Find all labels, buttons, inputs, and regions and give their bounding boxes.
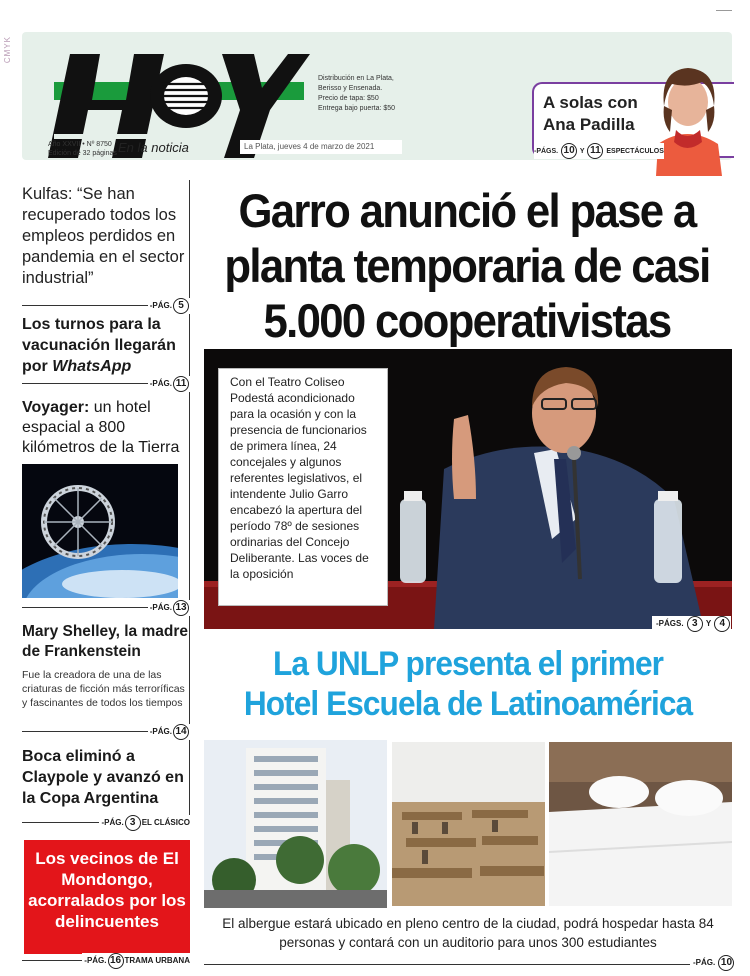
promo-section: ESPECTÁCULOS (606, 147, 664, 155)
turnos-page-ref (148, 376, 190, 392)
promo-page-ref (534, 143, 664, 159)
pag-label: -PÁG. (84, 956, 107, 966)
pag-label: -PÁG. (149, 727, 172, 737)
top-rule (716, 10, 732, 11)
voyager-story[interactable] (22, 398, 190, 458)
page-number-badge: 16 (108, 953, 124, 969)
kulfas-ref (22, 298, 190, 312)
promo-title-line1: A solas con (543, 93, 638, 112)
page-number-badge: 10 (561, 143, 577, 159)
distribution-info (318, 74, 438, 114)
edition-info (48, 140, 117, 158)
turnos-text: Los turnos para la vacunación llegarán por (22, 316, 176, 375)
dist-line-3: Precio de tapa: $50 (318, 95, 379, 102)
pags-y: Y (705, 619, 712, 629)
voyager-bold: Voyager: (22, 399, 90, 416)
unlp-headline[interactable] (222, 644, 713, 724)
boca-section: EL CLÁSICO (141, 818, 190, 828)
shelley-page-ref (148, 724, 190, 740)
unlp-headline-line2: Hotel Escuela de Latinoamérica (243, 685, 693, 723)
page-number-badge: 5 (173, 298, 189, 314)
mondongo-section: TRAMA URBANA (124, 956, 190, 966)
turnos-story[interactable] (22, 314, 190, 377)
year-number: Año XXVII • Nº 8750 (48, 141, 112, 148)
turnos-ref (22, 376, 190, 390)
page-number-badge: 13 (173, 600, 189, 616)
promo-title-line2: Ana Padilla (543, 115, 635, 134)
main-headline[interactable]: Garro anunció el pase a planta temporaria de casi 5.000 cooperativistas (224, 184, 710, 347)
mondongo-ref (22, 953, 190, 967)
voyager-ref (22, 600, 190, 614)
masthead-tagline: En la noticia (118, 140, 189, 155)
page-number-badge: 11 (173, 376, 189, 392)
promo-title (543, 92, 653, 136)
voyager-station-image (22, 464, 178, 598)
main-caption: Con el Teatro Coliseo Podestá acondicionado para la ocasión y con la presencia de funcionarios de primera línea, 24 concejales y algunos referentes legislativos, el intendente Julio Garro encabezó la apertura del período 78º de sesiones ordinarias del Concejo Deliberante. Las voces de la oposición (230, 375, 369, 581)
boca-ref (22, 815, 190, 829)
kulfas-story[interactable]: Kulfas: “Se han recuperado todos los empleos perdidos en pandemia en el sector industrial” (22, 185, 185, 287)
dateline: La Plata, jueves 4 de marzo de 2021 (240, 140, 402, 154)
page-count: Edición de 32 páginas (48, 150, 117, 157)
unlp-page-ref (690, 955, 735, 971)
mondongo-headline: Los vecinos de El Mondongo, acorralados por los delincuentes (28, 849, 186, 931)
pag-label: -PÁG. (693, 958, 716, 968)
pag-label: -PÁG. (149, 301, 172, 311)
page-number-badge: 3 (125, 815, 141, 831)
dist-line-2: Berisso y Ensenada. (318, 85, 383, 92)
turnos-whatsapp: WhatsApp (52, 358, 132, 375)
bottom-rule (204, 964, 732, 965)
page-number-badge: 3 (687, 616, 703, 632)
shelley-summary: Fue la creadora de una de las criaturas de ficción más terroríficas y fascinantes de todos los tiempos (22, 669, 185, 709)
page-number-badge: 10 (718, 955, 734, 971)
pag-label: -PÁG. (101, 818, 124, 828)
pags-label: -PÁGS. (656, 619, 684, 629)
page-number-badge: 11 (587, 143, 603, 159)
hotel-room-photo (549, 742, 732, 906)
unlp-headline-line1: La UNLP presenta el primer (273, 645, 663, 683)
voyager-rest: un hotel espacial a 800 kilómetros de la Tierra (22, 399, 180, 456)
shelley-headline[interactable]: Mary Shelley, la madre de Frankenstein (22, 623, 188, 660)
dist-line-4: Entrega bajo puerta: $50 (318, 105, 396, 112)
page-number-badge: 14 (173, 724, 189, 740)
kulfas-page-ref (148, 298, 190, 314)
promo-pags-label: -PÁGS. (534, 147, 559, 155)
promo-y: Y (579, 147, 585, 155)
pag-label: -PÁG. (149, 603, 172, 613)
page-number-badge: 4 (714, 616, 730, 632)
boca-story[interactable]: Boca eliminó a Claypole y avanzó en la Copa Argentina (22, 748, 184, 807)
shelley-ref (22, 724, 190, 738)
cmyk-mark: CMYK (3, 36, 12, 64)
unlp-caption: El albergue estará ubicado en pleno centro de la ciudad, podrá hospedar hasta 84 personas y contará con un auditorio para unos 300 estudiantes (222, 916, 714, 950)
classroom-photo (392, 742, 545, 906)
boca-page-ref (99, 815, 190, 831)
hotel-building-photo (204, 740, 387, 908)
voyager-page-ref (148, 600, 190, 616)
pag-label: -PÁG. (149, 379, 172, 389)
dist-line-1: Distribución en La Plata, (318, 75, 394, 82)
mondongo-page-ref (82, 953, 190, 969)
main-page-ref (652, 616, 731, 632)
